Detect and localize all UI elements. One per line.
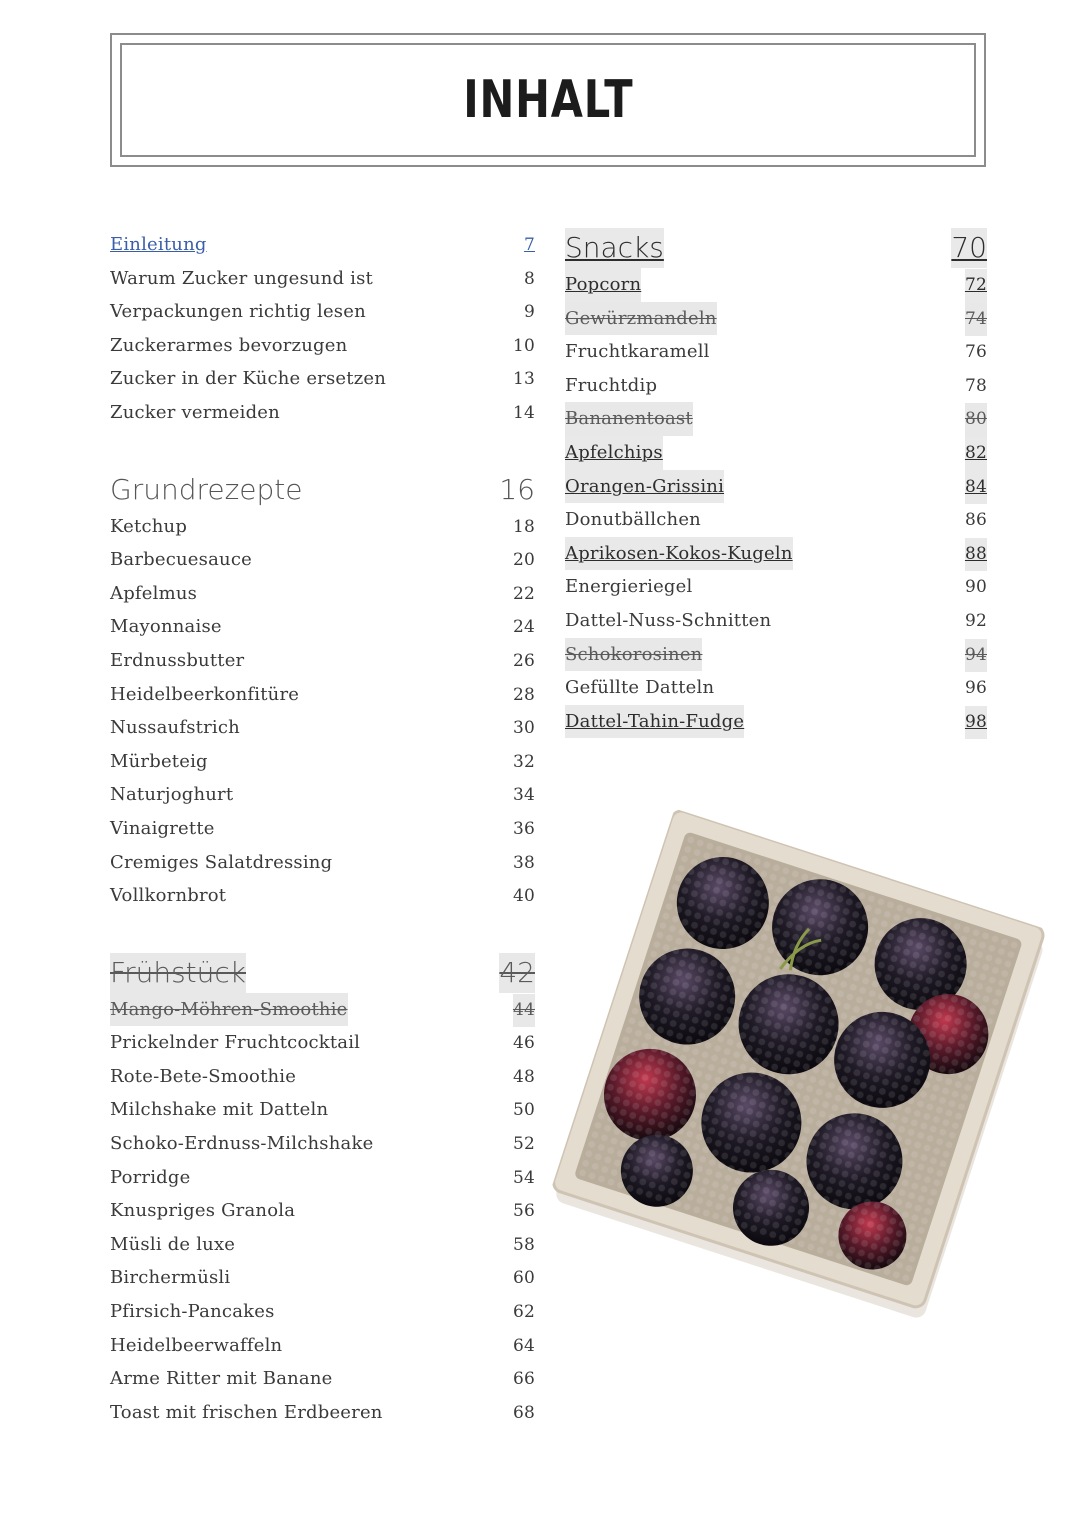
- toc-entry[interactable]: [110, 610, 535, 644]
- toc-entry[interactable]: [110, 1396, 535, 1430]
- entry-title: Pfirsich-Pancakes: [110, 1301, 275, 1323]
- entry-page-number: 40: [512, 886, 535, 907]
- toc-entry[interactable]: [565, 638, 987, 672]
- toc-entry[interactable]: [110, 329, 535, 363]
- entry-title: Erdnussbutter: [110, 649, 245, 671]
- toc-entry[interactable]: [565, 604, 987, 638]
- toc-entry[interactable]: [565, 402, 987, 436]
- entry-title: Gefüllte Datteln: [565, 677, 715, 699]
- entry-title: Apfelmus: [110, 582, 198, 604]
- toc-entry[interactable]: [110, 993, 535, 1027]
- entry-title: Ketchup: [110, 515, 188, 537]
- toc-entry[interactable]: [110, 1228, 535, 1262]
- toc-entry[interactable]: [110, 362, 535, 396]
- entry-title: Aprikosen-Kokos-Kugeln: [565, 537, 793, 571]
- toc-entry[interactable]: [110, 846, 535, 880]
- toc-entry[interactable]: [110, 262, 535, 296]
- toc-entry[interactable]: [110, 228, 535, 262]
- entry-title: Zucker in der Küche ersetzen: [110, 368, 387, 390]
- entry-page-number: 34: [512, 785, 535, 806]
- toc-right-column: [565, 228, 987, 738]
- entry-page-number: 48: [512, 1066, 535, 1087]
- entry-page-number: 50: [512, 1100, 535, 1121]
- entry-title: Orangen-Grissini: [565, 470, 724, 504]
- toc-section-grundrezepte: [110, 470, 535, 913]
- entry-title: Bananentoast: [565, 402, 693, 436]
- entry-page-number: 98: [965, 706, 987, 740]
- toc-entry[interactable]: [110, 778, 535, 812]
- section-page-number: 42: [499, 953, 535, 993]
- entry-title: Prickelnder Fruchtcocktail: [110, 1032, 361, 1054]
- entry-page-number: 86: [964, 510, 987, 531]
- toc-section-fruehstueck: [110, 953, 535, 1430]
- toc-entry[interactable]: [565, 705, 987, 739]
- blackberry-basket-photo-icon: [545, 808, 1055, 1331]
- entry-page-number: 30: [512, 718, 535, 739]
- entry-page-number: 84: [965, 471, 987, 505]
- entry-page-number: 9: [523, 302, 535, 323]
- entry-page-number: 60: [512, 1268, 535, 1289]
- entry-page-number: 66: [512, 1369, 535, 1390]
- entry-page-number: 46: [512, 1033, 535, 1054]
- entry-page-number: 26: [512, 650, 535, 671]
- entry-title: Verpackungen richtig lesen: [110, 301, 366, 323]
- entry-title: Fruchtdip: [565, 374, 658, 396]
- entry-page-number: 32: [512, 751, 535, 772]
- toc-entry[interactable]: [110, 543, 535, 577]
- entry-page-number: 82: [965, 437, 987, 471]
- entry-title: Birchermüsli: [110, 1267, 231, 1289]
- entry-page-number: 13: [512, 369, 535, 390]
- entry-title: Schokorosinen: [565, 638, 702, 672]
- entry-title: Schoko-Erdnuss-Milchshake: [110, 1133, 374, 1155]
- entry-title: Barbecuesauce: [110, 549, 252, 571]
- toc-entry[interactable]: [565, 470, 987, 504]
- toc-entry[interactable]: [110, 1295, 535, 1329]
- toc-left-column: [110, 228, 535, 1429]
- toc-entry[interactable]: [565, 302, 987, 336]
- entry-page-number: 18: [512, 516, 535, 537]
- entry-title: Dattel-Tahin-Fudge: [565, 705, 744, 739]
- section-heading-grundrezepte[interactable]: [110, 470, 535, 510]
- entry-title: Fruchtkaramell: [565, 341, 710, 363]
- entry-title: Müsli de luxe: [110, 1233, 236, 1255]
- entry-page-number: 20: [512, 550, 535, 571]
- section-title: Grundrezepte: [110, 472, 303, 506]
- entry-title: Naturjoghurt: [110, 784, 234, 806]
- title-frame: [110, 33, 986, 167]
- toc-entry[interactable]: [565, 369, 987, 403]
- entry-title: Cremiges Salatdressing: [110, 851, 333, 873]
- entry-title: Toast mit frischen Erdbeeren: [110, 1401, 383, 1423]
- section-heading-fruehstueck[interactable]: [110, 953, 535, 993]
- entry-title: Mürbeteig: [110, 750, 208, 772]
- section-heading-snacks[interactable]: [565, 228, 987, 268]
- toc-entry[interactable]: [565, 570, 987, 604]
- entry-title: Mayonnaise: [110, 616, 222, 638]
- entry-page-number: 24: [512, 617, 535, 638]
- entry-title: Einleitung: [110, 234, 207, 255]
- entry-title: Knuspriges Granola: [110, 1200, 296, 1222]
- entry-title: Vollkornbrot: [110, 885, 227, 907]
- toc-entry[interactable]: [110, 711, 535, 745]
- entry-title: Energieriegel: [565, 576, 693, 598]
- entry-page-number: 92: [964, 610, 987, 631]
- entry-page-number: 28: [512, 684, 535, 705]
- entry-page-number: 8: [523, 268, 535, 289]
- entry-page-number: 14: [512, 402, 535, 423]
- toc-entry[interactable]: [110, 1194, 535, 1228]
- entry-page-number: 90: [964, 577, 987, 598]
- toc-entry[interactable]: [110, 1060, 535, 1094]
- entry-title: Heidelbeerkonfitüre: [110, 683, 300, 705]
- toc-entry[interactable]: [110, 879, 535, 913]
- entry-title: Rote-Bete-Smoothie: [110, 1065, 297, 1087]
- entry-page-number: 62: [512, 1302, 535, 1323]
- toc-entry[interactable]: [110, 1026, 535, 1060]
- entry-title: Heidelbeerwaffeln: [110, 1334, 283, 1356]
- entry-title: Arme Ritter mit Banane: [110, 1368, 333, 1390]
- entry-page-number: 72: [965, 269, 987, 303]
- section-page-number: 70: [951, 228, 987, 268]
- entry-page-number: 36: [512, 818, 535, 839]
- entry-page-number: 58: [512, 1234, 535, 1255]
- toc-entry[interactable]: [565, 436, 987, 470]
- entry-title: Zucker vermeiden: [110, 401, 280, 423]
- entry-title: Nussaufstrich: [110, 717, 240, 739]
- toc-entry[interactable]: [110, 577, 535, 611]
- toc-entry[interactable]: [110, 295, 535, 329]
- section-page-number: 16: [499, 472, 535, 506]
- toc-entry[interactable]: [565, 537, 987, 571]
- entry-title: Dattel-Nuss-Schnitten: [565, 609, 772, 631]
- entry-title: Mango-Möhren-Smoothie: [110, 993, 348, 1027]
- toc-entry[interactable]: [565, 503, 987, 537]
- toc-entry[interactable]: [110, 396, 535, 430]
- toc-section-intro: [110, 228, 535, 430]
- entry-page-number: 38: [512, 852, 535, 873]
- page-title: INHALT: [462, 70, 634, 130]
- entry-page-number: 68: [512, 1402, 535, 1423]
- toc-entry[interactable]: [565, 335, 987, 369]
- toc-entry[interactable]: [565, 671, 987, 705]
- entry-title: Donutbällchen: [565, 509, 701, 531]
- entry-page-number: 96: [964, 678, 987, 699]
- toc-entry[interactable]: [565, 268, 987, 302]
- entry-page-number: 78: [964, 375, 987, 396]
- entry-page-number: 44: [513, 994, 535, 1028]
- entry-title: Gewürzmandeln: [565, 302, 717, 336]
- toc-entry[interactable]: [110, 745, 535, 779]
- entry-title: Porridge: [110, 1166, 191, 1188]
- toc-entry[interactable]: [110, 1329, 535, 1363]
- entry-page-number: 56: [512, 1201, 535, 1222]
- entry-page-number: 22: [512, 583, 535, 604]
- toc-entry[interactable]: [110, 1127, 535, 1161]
- entry-page-number: 88: [965, 538, 987, 572]
- entry-page-number: 80: [965, 403, 987, 437]
- section-title: Snacks: [565, 228, 664, 268]
- entry-title: Vinaigrette: [110, 817, 215, 839]
- entry-page-number: 54: [512, 1167, 535, 1188]
- entry-title: Zuckerarmes bevorzugen: [110, 334, 348, 356]
- title-frame-inner: [120, 43, 976, 157]
- toc-entry[interactable]: [110, 510, 535, 544]
- toc-entry[interactable]: [110, 678, 535, 712]
- toc-section-snacks: [565, 228, 987, 738]
- entry-page-number: 7: [523, 235, 535, 255]
- entry-page-number: 10: [512, 335, 535, 356]
- entry-title: Apfelchips: [565, 436, 663, 470]
- toc-entry[interactable]: [110, 1261, 535, 1295]
- entry-page-number: 52: [512, 1134, 535, 1155]
- entry-page-number: 64: [512, 1335, 535, 1356]
- toc-entry[interactable]: [110, 644, 535, 678]
- entry-page-number: 94: [965, 639, 987, 673]
- entry-title: Popcorn: [565, 268, 641, 302]
- section-title: Frühstück: [110, 953, 246, 993]
- toc-entry[interactable]: [110, 1093, 535, 1127]
- toc-entry[interactable]: [110, 1362, 535, 1396]
- entry-title: Warum Zucker ungesund ist: [110, 267, 373, 289]
- entry-title: Milchshake mit Datteln: [110, 1099, 329, 1121]
- entry-page-number: 74: [965, 303, 987, 337]
- entry-page-number: 76: [964, 342, 987, 363]
- toc-entry[interactable]: [110, 1161, 535, 1195]
- toc-entry[interactable]: [110, 812, 535, 846]
